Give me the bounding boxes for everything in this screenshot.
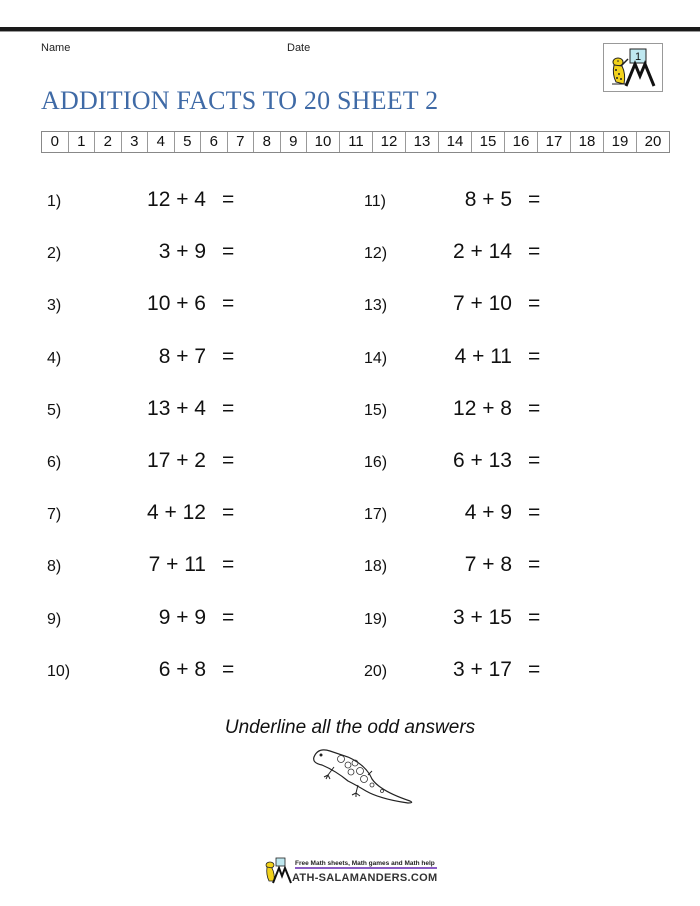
number-cell: 18: [571, 132, 604, 152]
question-expression: 4 + 12: [147, 501, 206, 525]
question-expression: 3 + 9: [158, 240, 206, 264]
question-row: [47, 188, 262, 218]
salamander-logo: [603, 43, 663, 92]
number-cell: 19: [604, 132, 637, 152]
question-row: [364, 240, 568, 270]
answer-blank[interactable]: =: [222, 396, 235, 420]
question-number: 18): [364, 558, 388, 576]
answer-blank[interactable]: =: [222, 449, 235, 472]
number-cell: 17: [538, 132, 571, 152]
answer-blank[interactable]: =: [528, 188, 541, 211]
footer-site: ATH-SALAMANDERS.COM: [292, 872, 438, 884]
answer-blank[interactable]: =: [222, 501, 235, 525]
question-number: 12): [364, 245, 388, 263]
page-title: ADDITION FACTS TO 20 SHEET 2: [41, 86, 439, 115]
question-number: 7): [47, 506, 62, 524]
answer-blank[interactable]: =: [528, 553, 541, 577]
question-number: 5): [47, 401, 62, 419]
question-expression: 10 + 6: [147, 292, 206, 316]
question-row: [47, 397, 262, 427]
number-cell: 4: [148, 132, 175, 152]
answer-blank[interactable]: =: [528, 240, 541, 264]
question-expression: 9 + 9: [158, 605, 206, 629]
question-row: [47, 449, 262, 479]
question-number: 4): [47, 349, 62, 367]
number-cell: 20: [644, 133, 662, 150]
footer-tagline: Free Math sheets, Math games and Math help: [295, 860, 435, 867]
question-number: 17): [364, 506, 388, 524]
number-cell: 9: [281, 132, 308, 152]
question-number: 8): [47, 558, 62, 576]
question-row: [47, 240, 262, 270]
svg-text:1: 1: [634, 51, 642, 63]
question-number: 16): [364, 454, 388, 471]
question-number: 10): [47, 662, 71, 680]
question-row: [364, 501, 568, 531]
question-row: [47, 501, 262, 531]
number-cell: 14: [439, 132, 472, 152]
question-expression: 6 + 8: [158, 657, 206, 681]
answer-blank[interactable]: =: [222, 344, 235, 368]
number-cell: 15: [472, 132, 505, 152]
question-number: 6): [47, 454, 62, 471]
question-expression: 12 + 8: [453, 396, 512, 420]
number-cell: 3: [122, 132, 149, 152]
question-expression: 13 + 4: [147, 396, 206, 420]
number-cell: 5: [175, 132, 202, 152]
question-expression: 6 + 13: [453, 449, 512, 472]
number-cell: 0: [42, 132, 69, 152]
answer-blank[interactable]: =: [528, 292, 541, 316]
question-row: [47, 606, 262, 636]
question-row: [364, 606, 568, 636]
question-expression: 3 + 17: [453, 657, 512, 681]
question-expression: 4 + 11: [454, 344, 512, 368]
answer-blank[interactable]: =: [528, 396, 541, 420]
question-row: [47, 658, 262, 688]
question-number: 14): [364, 349, 388, 367]
question-row: [47, 553, 262, 583]
number-cell: 2: [95, 132, 122, 152]
answer-blank[interactable]: =: [222, 292, 235, 316]
number-cell: 10: [307, 132, 340, 152]
question-number: 2): [47, 245, 62, 263]
answer-blank[interactable]: =: [528, 605, 541, 629]
answer-blank[interactable]: =: [222, 188, 235, 211]
question-number: 15): [364, 401, 388, 419]
question-row: [364, 292, 568, 322]
question-row: [364, 553, 568, 583]
number-cell: 11: [340, 132, 373, 152]
question-expression: 8 + 7: [158, 344, 206, 368]
footer-logo: [262, 855, 442, 885]
number-cell: 16: [505, 132, 538, 152]
number-cell: 6: [201, 132, 228, 152]
number-cell: 7: [228, 132, 255, 152]
salamander-easel-icon: [604, 44, 662, 91]
name-label: Name: [41, 42, 71, 54]
question-number: 1): [47, 193, 62, 210]
answer-blank[interactable]: =: [528, 657, 541, 681]
question-number: 3): [47, 297, 62, 315]
answer-blank[interactable]: =: [528, 344, 541, 368]
number-cell: 12: [373, 132, 406, 152]
question-row: [47, 345, 262, 375]
number-line: [41, 131, 670, 153]
question-expression: 7 + 11: [148, 553, 206, 577]
number-cell: 1: [69, 132, 96, 152]
question-row: [364, 449, 568, 479]
question-row: [47, 292, 262, 322]
question-number: 11): [364, 193, 386, 210]
answer-blank[interactable]: =: [222, 240, 235, 264]
question-row: [364, 397, 568, 427]
question-number: 13): [364, 297, 388, 315]
question-expression: 4 + 9: [464, 501, 512, 525]
question-expression: 17 + 2: [147, 449, 206, 472]
question-expression: 7 + 10: [453, 292, 512, 316]
question-row: [364, 658, 568, 688]
answer-blank[interactable]: =: [528, 449, 541, 472]
top-rule-shadow: [0, 31, 700, 32]
instruction-text: Underline all the odd answers: [224, 717, 476, 738]
question-number: 9): [47, 610, 62, 628]
question-row: [364, 345, 568, 375]
question-expression: 7 + 8: [464, 553, 512, 577]
question-expression: 12 + 4: [147, 188, 206, 211]
answer-blank[interactable]: =: [528, 501, 541, 525]
salamander-illustration-icon: [310, 745, 415, 807]
number-cell: 8: [254, 132, 281, 152]
question-expression: 3 + 15: [453, 605, 512, 629]
question-expression: 8 + 5: [464, 188, 512, 211]
question-number: 19): [364, 610, 388, 628]
answer-blank[interactable]: =: [222, 657, 235, 681]
number-cell: 13: [406, 132, 439, 152]
answer-blank[interactable]: =: [222, 605, 235, 629]
date-label: Date: [287, 42, 311, 54]
question-number: 20): [364, 662, 388, 680]
question-expression: 2 + 14: [453, 240, 512, 264]
question-row: [364, 188, 568, 218]
answer-blank[interactable]: =: [222, 553, 235, 577]
